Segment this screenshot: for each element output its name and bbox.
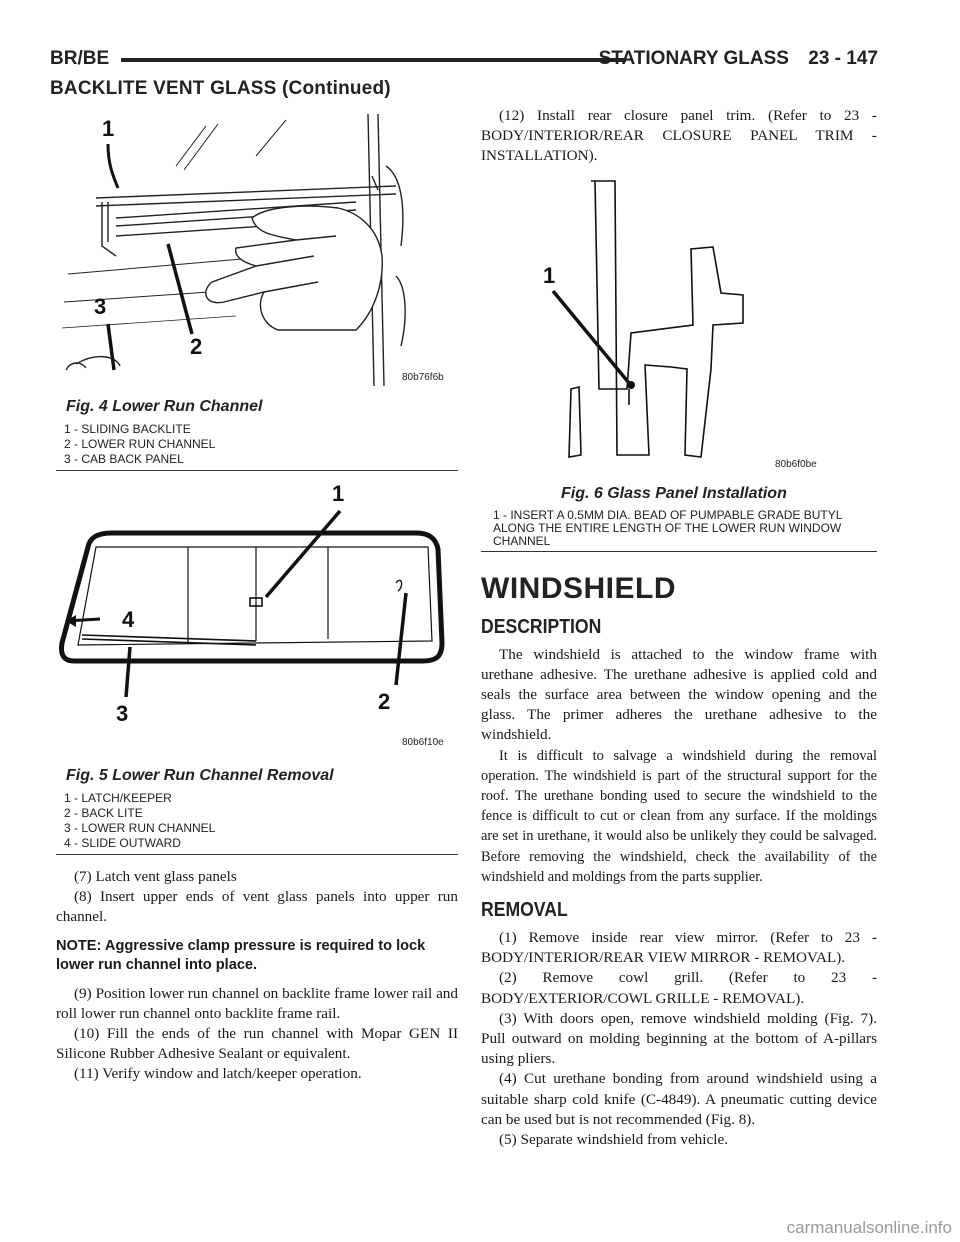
removal-step-1: (1) Remove inside rear view mirror. (Refer to 23 - BODY/INTERIOR/REAR VIEW MIRROR - REMOVAL). — [481, 929, 877, 967]
fig4-callout-1: 1 — [102, 116, 115, 141]
fig6-illustration — [481, 175, 877, 483]
fig5-code: 80b6f10e — [402, 737, 444, 748]
fig5-legend-item: 3 - LOWER RUN CHANNEL — [64, 821, 216, 835]
fig4-legend-item: 1 - SLIDING BACKLITE — [64, 422, 191, 436]
step-7: (7) Latch vent glass panels — [74, 868, 237, 885]
continued-title: BACKLITE VENT GLASS (Continued) — [50, 78, 391, 99]
page-header — [50, 44, 878, 78]
watermark[interactable]: carmanualsonline.info — [786, 1218, 952, 1237]
fig5-legend-item: 4 - SLIDE OUTWARD — [64, 836, 181, 850]
fig6-code: 80b6f0be — [775, 458, 817, 470]
fig5-callout-1: 1 — [332, 481, 345, 506]
step-10: (10) Fill the ends of the run channel with Mopar GEN II Silicone Rubber Adhesive Sealant or equivalent. — [56, 1025, 458, 1063]
figure-6 — [481, 175, 877, 552]
left-body-text — [56, 867, 458, 1085]
fig4-legend-item: 2 - LOWER RUN CHANNEL — [64, 437, 216, 451]
removal-step-4: (4) Cut urethane bonding from around windshield using a suitable sharp cold knife (C-4849). A pneumatic cutting device can be used but is not recommended (Fig. 8). — [481, 1070, 877, 1128]
fig6-legend-item: 1 - INSERT A 0.5MM DIA. BEAD OF PUMPABLE GRADE BUTYL ALONG THE ENTIRE LENGTH OF THE LOWER RUN WINDOW CHANNEL — [493, 507, 842, 548]
fig5-callout-4: 4 — [122, 607, 135, 632]
step-12: (12) Install rear closure panel trim. (Refer to 23 - BODY/INTERIOR/REAR CLOSURE PANEL TRIM - INSTALLATION). — [481, 107, 877, 165]
fig6-title: Fig. 6 Glass Panel Installation — [561, 484, 787, 502]
header-rule — [121, 58, 626, 62]
section-name: STATIONARY GLASS — [598, 48, 789, 69]
fig5-callout-3: 3 — [116, 701, 129, 726]
right-column — [481, 106, 877, 1150]
section-title: WINDSHIELD — [481, 571, 676, 605]
model-code: BR/BE — [50, 48, 110, 69]
step-9: (9) Position lower run channel on backlite frame lower rail and roll lower run channel onto backlite frame rail. — [56, 984, 458, 1022]
header-right — [585, 48, 878, 70]
fig5-illustration — [56, 475, 458, 765]
removal-step-5: (5) Separate windshield from vehicle. — [499, 1131, 728, 1149]
fig6-callout-1: 1 — [543, 262, 556, 288]
fig4-illustration — [56, 106, 458, 396]
description-paragraph-1: The windshield is attached to the window frame with urethane adhesive. The urethane adhesive is applied cold and seals the surface area between the window opening and the glass. The primer adheres the urethane adhesive to the windshield. — [481, 645, 877, 744]
fig4-rule — [56, 470, 458, 471]
fig4-legend-item: 3 - CAB BACK PANEL — [64, 452, 184, 466]
fig5-legend — [64, 791, 458, 851]
step-8: (8) Insert upper ends of vent glass panels into upper run channel. — [56, 888, 458, 926]
description-heading: DESCRIPTION — [481, 615, 602, 638]
removal-heading: REMOVAL — [481, 899, 568, 922]
figure-4 — [56, 106, 458, 471]
note: NOTE: Aggressive clamp pressure is required to lock lower run channel into place. — [56, 937, 426, 973]
fig4-callout-2: 2 — [190, 334, 203, 359]
step-11: (11) Verify window and latch/keeper operation. — [74, 1065, 362, 1083]
description-paragraph-2: It is difficult to salvage a windshield during the removal operation. The windshield is part of the structural support for the roof. The urethane bonding used to secure the windshield to the fence is difficult to cut or clean from any surface. If the moldings are set in urethane, it would also be unlikely they could be salvaged. Before removing the windshield, check the availability of the windshield and moldings from the parts supplier. — [481, 747, 877, 885]
fig4-callout-3: 3 — [94, 294, 107, 319]
removal-step-2: (2) Remove cowl grill. (Refer to 23 - BODY/EXTERIOR/COWL GRILLE - REMOVAL). — [481, 969, 877, 1007]
fig5-rule — [56, 854, 458, 855]
fig5-legend-item: 2 - BACK LITE — [64, 806, 143, 820]
fig5-callout-2: 2 — [378, 689, 391, 714]
fig6-legend — [493, 509, 863, 548]
fig4-code: 80b76f6b — [402, 372, 444, 383]
fig4-title: Fig. 4 Lower Run Channel — [66, 398, 263, 415]
left-column — [56, 106, 458, 1085]
fig5-title: Fig. 5 Lower Run Channel Removal — [66, 767, 334, 784]
fig4-legend — [64, 422, 458, 467]
fig6-rule — [481, 551, 877, 552]
figure-5 — [56, 475, 458, 855]
fig5-legend-item: 1 - LATCH/KEEPER — [64, 791, 172, 805]
page-number: 23 - 147 — [808, 48, 878, 69]
removal-step-3: (3) With doors open, remove windshield molding (Fig. 7). Pull outward on molding beginning at the bottom of A-pillars using pliers. — [481, 1009, 877, 1068]
